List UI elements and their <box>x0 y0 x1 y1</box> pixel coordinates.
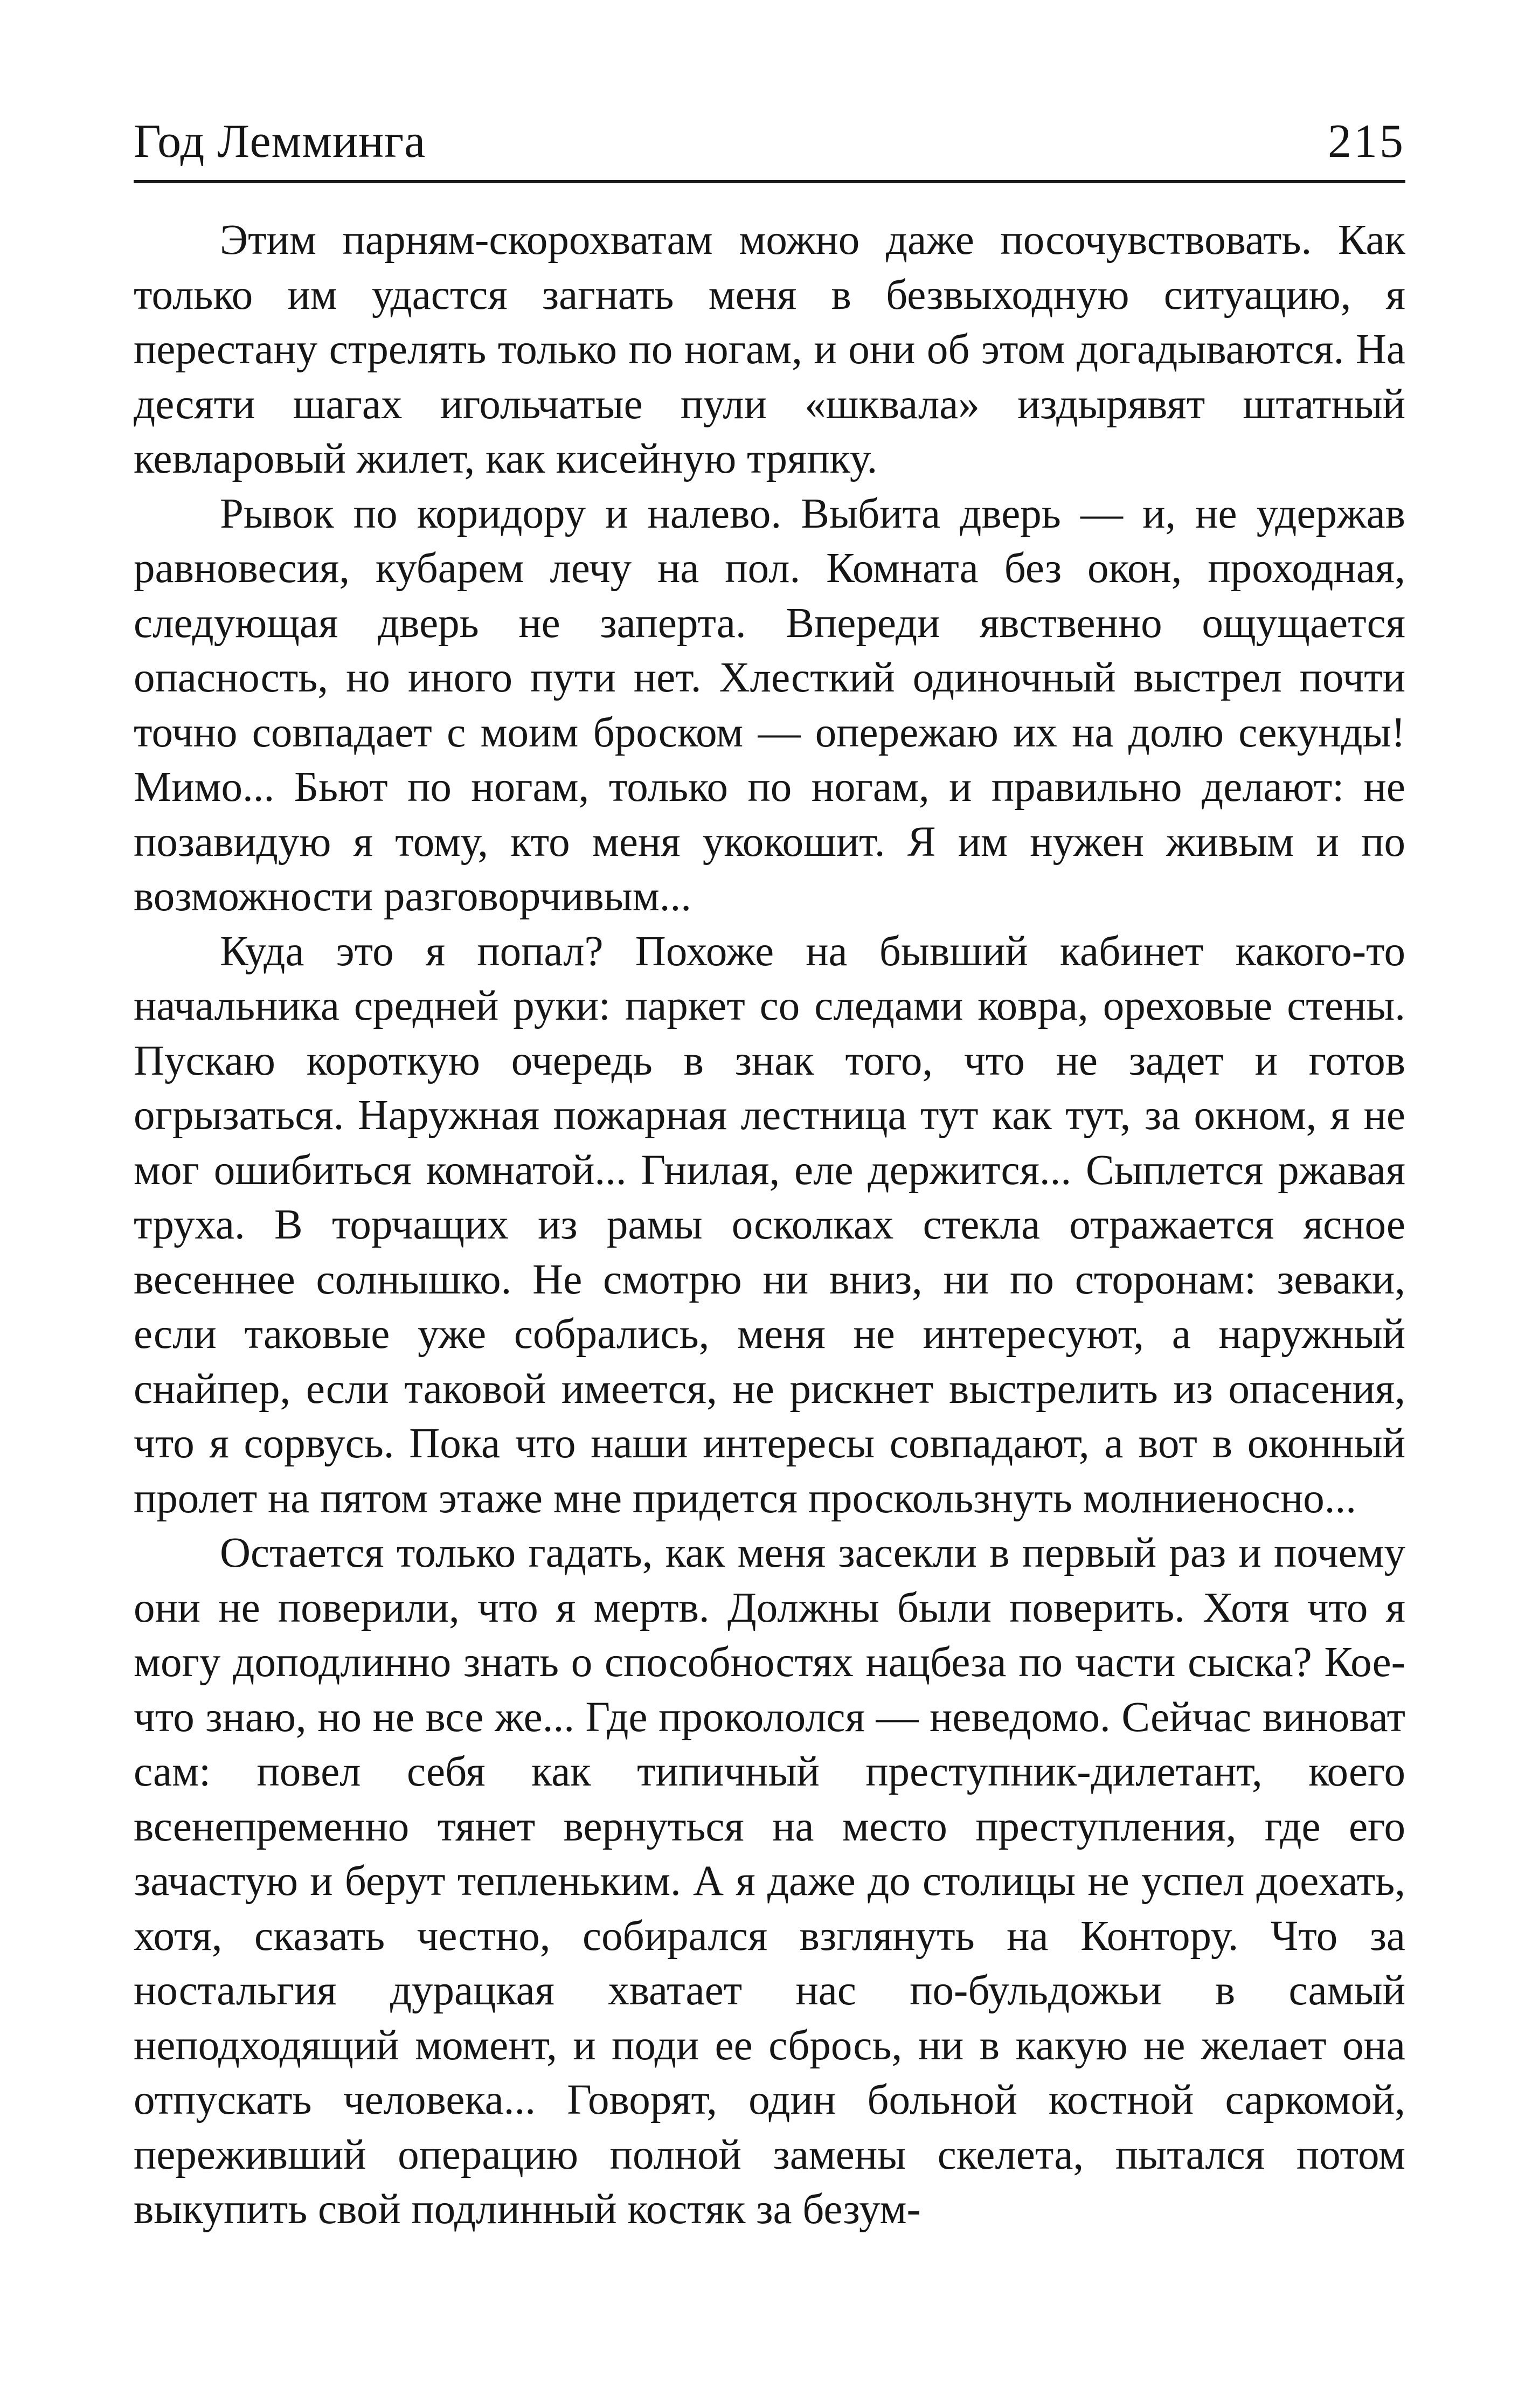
running-title: Год Лемминга <box>134 115 426 168</box>
page-number: 215 <box>1328 115 1405 168</box>
paragraph: Остается только гадать, как меня засекли в первый раз и почему они не поверили, что я мертв. Должны были поверить. Хотя что я могу доподлинно знать о способностях нацбеза по части сыска? Кое-что знаю, но не все же... Где прокололся — неведомо. Сейчас виноват сам: повел себя как типичный преступник-дилетант, коего всенепременно тянет вернуться на место преступления, где его зачастую и берут тепленьким. А я даже до столицы не успел доехать, хотя, сказать честно, собирался взглянуть на Контору. Что за ностальгия дурацкая хватает нас по-бульдожьи в самый неподходящий момент, и поди ее сбрось, ни в какую не желает она отпускать человека... Говорят, один больной костной саркомой, переживший операцию полной замены скелета, пытался потом выкупить свой подлинный костяк за безум- <box>134 1530 1405 2233</box>
paragraph: Этим парням-скорохватам можно даже посочувствовать. Как только им удастся загнать меня в безвыходную ситуацию, я перестану стрелять только по ногам, и они об этом догадываются. На десяти шагах игольчатые пули «шквала» издырявят штатный кевларовый жилет, как кисейную тряпку. <box>134 217 1405 482</box>
paragraph: Куда это я попал? Похоже на бывший кабинет какого-то начальника средней руки: паркет со следами ковра, ореховые стены. Пускаю короткую очередь в знак того, что не задет и готов огрызаться. Наружная пожарная лестница тут как тут, за окном, я не мог ошибиться комнатой... Гнилая, еле держится... Сыплется ржавая труха. В торчащих из рамы осколках стекла отражается ясное весеннее солнышко. Не смотрю ни вниз, ни по сторонам: зеваки, если таковые уже собрались, меня не интересуют, а наружный снайпер, если таковой имеется, не рискнет выстрелить из опасения, что я сорвусь. Пока что наши интересы совпадают, а вот в оконный пролет на пятом этаже мне придется проскользнуть молниеносно... <box>134 928 1405 1522</box>
header-rule <box>134 180 1405 183</box>
paragraph: Рывок по коридору и налево. Выбита дверь — и, не удержав равновесия, кубарем лечу на пол. Комната без окон, проходная, следующая дверь не заперта. Впереди явственно ощущается опасность, но иного пути нет. Хлесткий одиночный выстрел почти точно совпадает с моим броском — опережаю их на долю секунды! Мимо... Бьют по ногам, только по ногам, и правильно делают: не позавидую я тому, кто меня укокошит. Я им нужен живым и по возможности разговорчивым... <box>134 490 1405 920</box>
running-head <box>134 112 1405 171</box>
body-text <box>134 213 1405 2237</box>
